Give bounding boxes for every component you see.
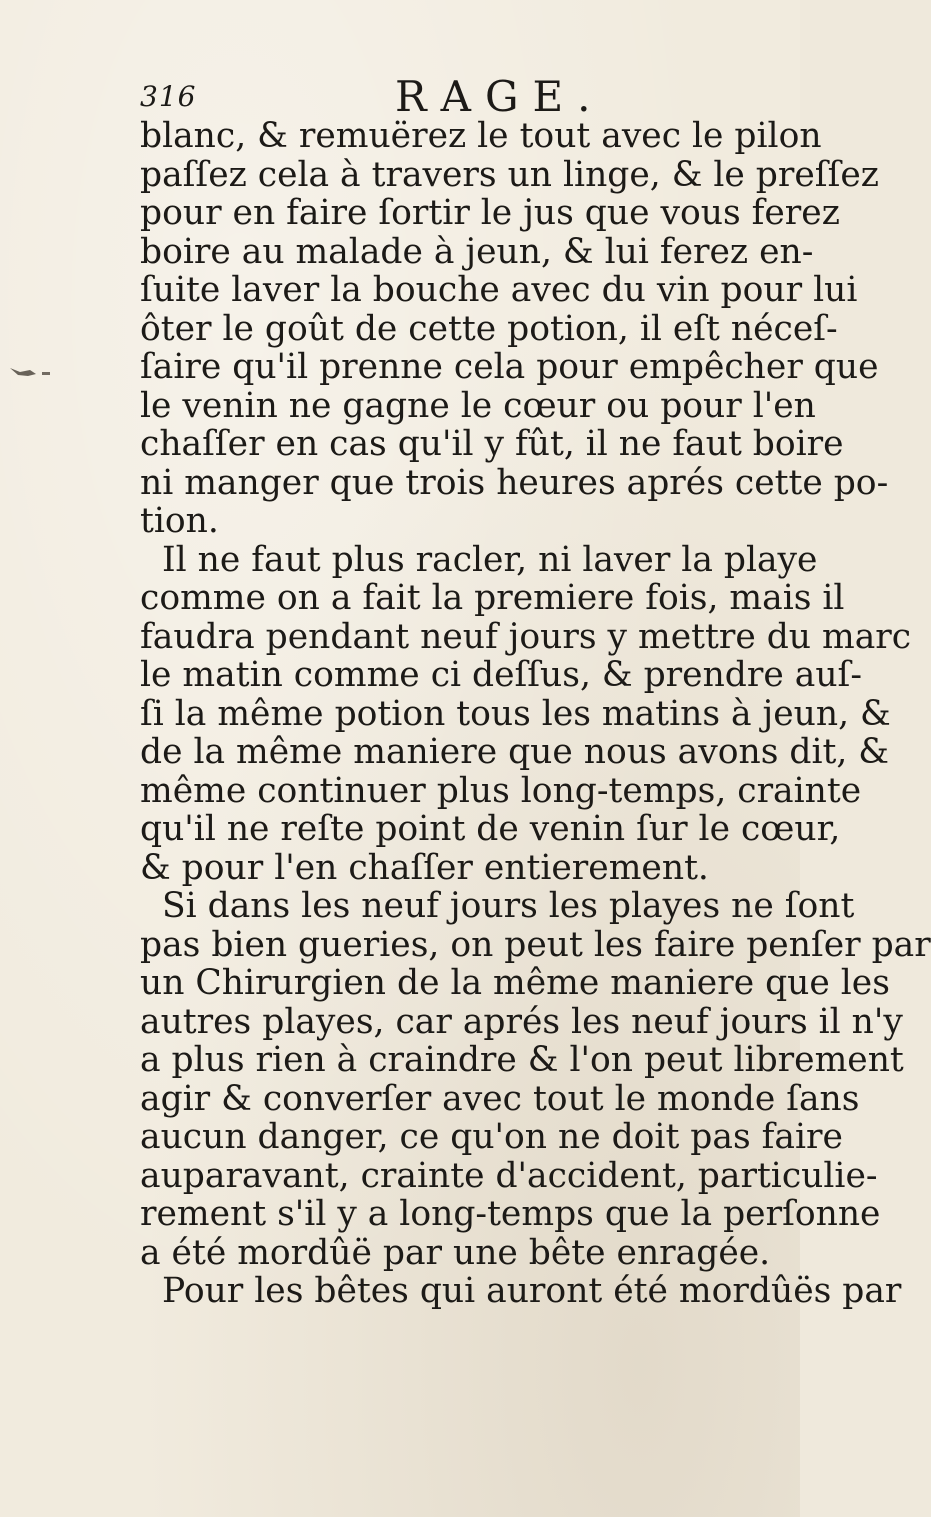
- running-head: RAGE.: [395, 72, 605, 121]
- body-text: [140, 116, 931, 1311]
- text-line: aucun danger, ce qu'on ne doit pas faire: [140, 1117, 843, 1157]
- paragraph-start-line: Si dans les neuf jours les playes ne ſont: [162, 886, 855, 926]
- text-line: de la même maniere que nous avons dit, &: [140, 732, 890, 772]
- page-number: 316: [140, 80, 197, 113]
- text-line: ni manger que trois heures aprés cette po-: [140, 462, 889, 503]
- text-line: tion.: [140, 501, 219, 541]
- text-line: comme on a fait la premiere fois, mais il: [140, 578, 845, 618]
- text-line: ſi la même potion tous les matins à jeun, &: [140, 693, 891, 734]
- text-line: auparavant, crainte d'accident, particulie-: [140, 1155, 878, 1196]
- text-line: paſſez cela à travers un linge, & le preſſez: [140, 154, 879, 195]
- text-line: chaſſer en cas qu'il y fût, il ne faut boire: [140, 424, 844, 464]
- text-line: & pour l'en chaſſer entierement.: [140, 847, 709, 888]
- text-line: autres playes, car aprés les neuf jours il n'y: [140, 1001, 903, 1042]
- text-line: ôter le goût de cette potion, il eſt néceſ-: [140, 308, 838, 349]
- text-line: ſaire qu'il prenne cela pour empêcher que: [140, 347, 879, 387]
- text-line: pour en faire ſortir le jus que vous ferez: [140, 193, 840, 233]
- text-line: a plus rien à craindre & l'on peut librement: [140, 1040, 904, 1080]
- text-line: ſuite laver la bouche avec du vin pour lui: [140, 270, 858, 310]
- text-line: pas bien gueries, on peut les faire penſer par: [140, 924, 931, 965]
- page-header: [140, 72, 780, 122]
- text-line: a été mordûë par une bête enragée.: [140, 1232, 771, 1273]
- paragraph-start-line: Pour les bêtes qui auront été mordûës par: [162, 1271, 902, 1311]
- text-line: le venin ne gagne le cœur ou pour l'en: [140, 385, 816, 426]
- margin-ink-mark-icon: [6, 362, 66, 382]
- text-line: blanc, & remuërez le tout avec le pilon: [140, 116, 822, 156]
- paragraph-start-line: Il ne faut plus racler, ni laver la playe: [162, 539, 818, 580]
- text-line: un Chirurgien de la même maniere que les: [140, 963, 890, 1003]
- text-line: qu'il ne reſte point de venin ſur le cœur,: [140, 809, 841, 849]
- text-line: faudra pendant neuf jours y mettre du marc: [140, 616, 912, 657]
- text-line: même continuer plus long-temps, crainte: [140, 770, 862, 811]
- text-line: le matin comme ci deſſus, & prendre auſ-: [140, 655, 862, 695]
- text-line: rement s'il y a long-temps que la perſonne: [140, 1194, 881, 1234]
- text-line: agir & converſer avec tout le monde ſans: [140, 1078, 860, 1119]
- text-line: boire au malade à jeun, & lui ferez en-: [140, 231, 814, 272]
